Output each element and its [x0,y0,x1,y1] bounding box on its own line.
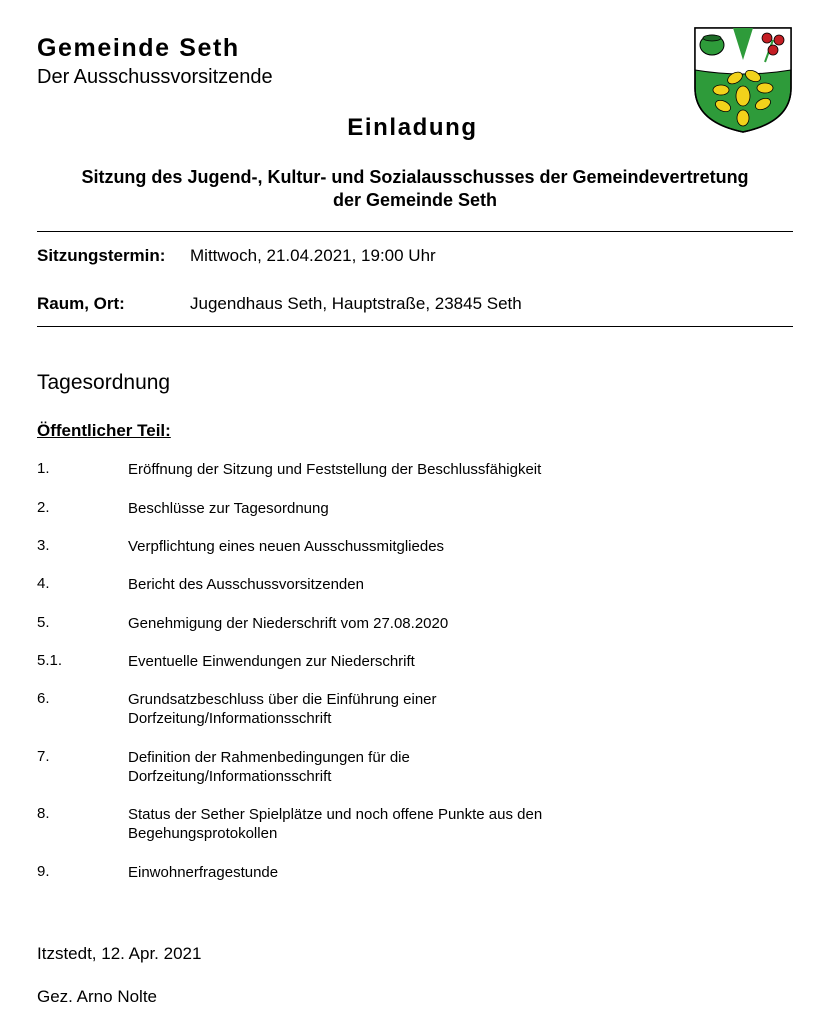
agenda-item-text-line-2: Dorfzeitung/Informationsschrift [128,710,332,727]
organization-name: Gemeinde Seth [37,34,240,62]
meeting-subject [30,166,800,212]
agenda-item-text: Einwohnerfragestunde [128,864,279,881]
agenda-item-text-line-1: Definition der Rahmenbedingungen für die [128,749,410,766]
agenda-item-number: 3. [37,537,50,554]
agenda-heading: Tagesordnung [37,371,171,394]
agenda-item-number: 4. [37,575,50,592]
agenda-item-text-line-2: Begehungsprotokollen [128,825,278,842]
agenda-item-number: 7. [37,748,50,765]
agenda-item-text-line-2: Dorfzeitung/Informationsschrift [128,768,332,785]
agenda-item-text: Verpflichtung eines neuen Ausschussmitgliedes [128,538,445,555]
agenda-section-title: Öffentlicher Teil: [37,421,171,440]
agenda-item-text: Eröffnung der Sitzung und Feststellung der Beschlussfähigkeit [128,461,542,478]
agenda-item-text: Bericht des Ausschussvorsitzenden [128,576,364,593]
agenda-item-number: 1. [37,460,50,477]
agenda-item-number: 2. [37,499,50,516]
meeting-date-value: Mittwoch, 21.04.2021, 19:00 Uhr [190,246,436,265]
divider-bottom [37,326,793,327]
agenda-item-number: 9. [37,863,50,880]
agenda-item-number: 6. [37,690,50,707]
divider-top [37,231,793,232]
agenda-item-text-line-1: Status der Sether Spielplätze und noch offene Punkte aus den [128,806,543,823]
place-and-date: Itzstedt, 12. Apr. 2021 [37,944,202,963]
document-title: Einladung [347,114,478,141]
meeting-place-value: Jugendhaus Seth, Hauptstraße, 23845 Seth [190,294,522,313]
agenda-item-text [128,748,648,786]
agenda-item-text-line-1: Grundsatzbeschluss über die Einführung einer [128,691,437,708]
subject-line-2: der Gemeinde Seth [332,190,498,210]
agenda-item-text: Beschlüsse zur Tagesordnung [128,500,329,517]
agenda-item-number: 8. [37,805,50,822]
meeting-place-label: Raum, Ort: [37,294,125,313]
sender-title: Der Ausschussvorsitzende [37,66,273,88]
agenda-item-text: Eventuelle Einwendungen zur Niederschrift [128,653,415,670]
agenda-item-text: Genehmigung der Niederschrift vom 27.08.2020 [128,615,449,632]
agenda-item-number: 5.1. [37,652,63,669]
signature-line: Gez. Arno Nolte [37,987,158,1006]
subject-line-1: Sitzung des Jugend-, Kultur- und Sozialausschusses der Gemeindevertretung [81,167,749,187]
agenda-item-text [128,805,648,843]
agenda-item-text [128,690,648,728]
agenda-item-number: 5. [37,614,50,631]
meeting-date-label: Sitzungstermin: [37,246,166,265]
